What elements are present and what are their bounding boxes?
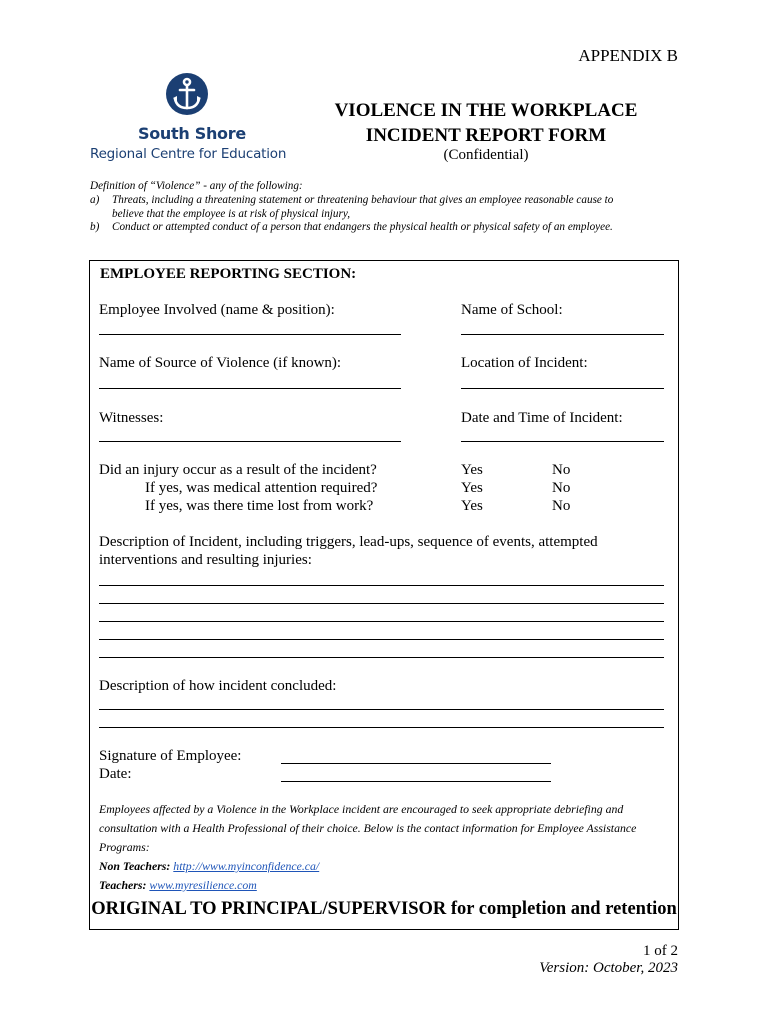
description-line[interactable] (99, 639, 664, 640)
witnesses-label: Witnesses: (99, 410, 164, 426)
description-line[interactable] (99, 621, 664, 622)
description-line[interactable] (99, 657, 664, 658)
medical-no-option[interactable]: No (552, 480, 571, 496)
medical-attention-question: If yes, was medical attention required? (145, 480, 378, 496)
location-field[interactable] (461, 388, 664, 389)
logo-subtitle: Regional Centre for Education (90, 146, 287, 162)
medical-yes-option[interactable]: Yes (461, 480, 483, 496)
injury-yes-option[interactable]: Yes (461, 462, 483, 478)
non-teachers-link[interactable]: http://www.myinconfidence.ca/ (173, 859, 320, 873)
confidential-label: (Confidential) (443, 147, 529, 163)
form-title-line2: INCIDENT REPORT FORM (365, 125, 607, 146)
definition-intro: Definition of “Violence” - any of the following: (90, 180, 303, 192)
injury-no-option[interactable]: No (552, 462, 571, 478)
definition-item-b-line1: Conduct or attempted conduct of a person that endangers the physical health or physical safety of an employee. (112, 221, 613, 234)
logo-name: South Shore (138, 124, 246, 143)
retention-notice: ORIGINAL TO PRINCIPAL/SUPERVISOR for completion and retention (91, 899, 677, 919)
signature-label: Signature of Employee: (99, 748, 242, 764)
teachers-label: Teachers: (99, 878, 147, 892)
concluded-label: Description of how incident concluded: (99, 678, 337, 694)
time-lost-yes-option[interactable]: Yes (461, 498, 483, 514)
witnesses-field[interactable] (99, 441, 401, 442)
description-label-line1: Description of Incident, including triggers, lead-ups, sequence of events, attempted (99, 534, 598, 550)
employee-involved-field[interactable] (99, 334, 401, 335)
description-label-line2: interventions and resulting injuries: (99, 552, 312, 568)
concluded-line[interactable] (99, 727, 664, 728)
description-line[interactable] (99, 585, 664, 586)
injury-question: Did an injury occur as a result of the incident? (99, 462, 377, 478)
location-label: Location of Incident: (461, 355, 588, 371)
date-field[interactable] (281, 781, 551, 782)
description-line[interactable] (99, 603, 664, 604)
employee-involved-label: Employee Involved (name & position): (99, 302, 335, 318)
school-name-field[interactable] (461, 334, 664, 335)
school-name-label: Name of School: (461, 302, 563, 318)
time-lost-no-option[interactable]: No (552, 498, 571, 514)
signature-field[interactable] (281, 763, 551, 764)
appendix-label: APPENDIX B (578, 46, 678, 65)
date-label: Date: (99, 766, 132, 782)
anchor-icon (165, 72, 209, 116)
time-lost-question: If yes, was there time lost from work? (145, 498, 374, 514)
organization-logo (90, 72, 290, 164)
definition-mark-b: b) (90, 221, 100, 234)
concluded-line[interactable] (99, 709, 664, 710)
date-time-label: Date and Time of Incident: (461, 410, 623, 426)
definition-item-a-line2: believe that the employee is at risk of physical injury, (112, 207, 350, 220)
version-label: Version: October, 2023 (539, 960, 678, 976)
non-teachers-label: Non Teachers: (99, 859, 171, 873)
form-title-line1: VIOLENCE IN THE WORKPLACE (334, 100, 638, 121)
source-of-violence-label: Name of Source of Violence (if known): (99, 355, 342, 371)
page-number: 1 of 2 (643, 943, 678, 959)
eap-note (99, 800, 671, 895)
violence-definition (90, 180, 690, 235)
eap-note-text: Employees affected by a Violence in the Workplace incident are encouraged to seek appropriate debriefing and consultation with a Health Professional of their choice. Below is the contact information for Employee Assistance Programs: (99, 802, 637, 854)
section-title: EMPLOYEE REPORTING SECTION: (100, 266, 357, 282)
definition-mark-a: a) (90, 193, 100, 206)
source-of-violence-field[interactable] (99, 388, 401, 389)
definition-item-a-line1: Threats, including a threatening statement or threatening behaviour that gives an employee reasonable cause to (112, 193, 614, 206)
teachers-link[interactable]: www.myresilience.com (149, 878, 257, 892)
date-time-field[interactable] (461, 441, 664, 442)
